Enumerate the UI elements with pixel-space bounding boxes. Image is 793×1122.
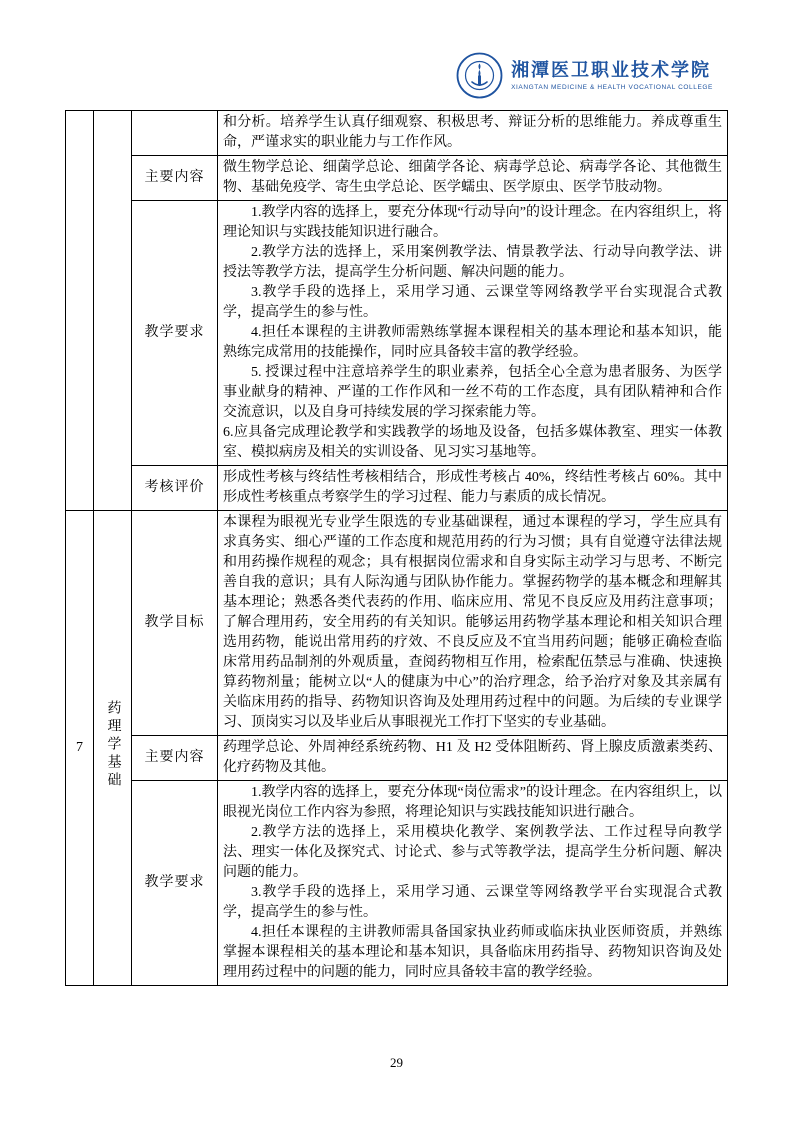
row-content-teaching-requirements xyxy=(218,781,728,986)
course-name-cell xyxy=(94,511,132,986)
paragraph: 本课程为眼视光专业学生限选的专业基础课程，通过本课程的学习，学生应具有求真务实、细心严谨的工作态度和规范用药的行为习惯；具有自觉遵守法律法规和用药操作规程的观念；具有根据岗位需求和自身实际主动学习与思考、不断完善自我的意识；具有人际沟通与团队协作能力。掌握药物学的基本概念和理解其基本理论；熟悉各类代表药的作用、临床应用、常见不良反应及用药注意事项；了解合理用药，安全用药的有关知识。能够运用药物学基本理论和相关知识合理选用药物，能说出常用药的疗效、不良反应及不宜当用药问题；能够正确检查临床常用药品制剂的外观质量，查阅药物相互作用，检索配伍禁忌与准确、快速换算药物剂量；能树立以“人的健康为中心”的治疗理念，给予治疗对象及其亲属有关临床用药的指导、药物知识咨询及处理用药过程中的问题。为后续的专业课学习、顶岗实习以及毕业后从事眼视光工作打下坚实的专业基础。 xyxy=(223,515,722,730)
row-label-main-content: 主要内容 xyxy=(132,156,218,201)
paragraph: 药理学总论、外周神经系统药物、H1 及 H2 受体阻断药、肾上腺皮质激素类药、化疗药物及其他。 xyxy=(223,740,722,775)
paragraph: 1.教学内容的选择上，要充分体现“岗位需求”的设计理念。在内容组织上，以眼视光岗位工作内容为参照，将理论知识与实践技能知识进行融合。 xyxy=(223,785,722,820)
row-label-teaching-requirements: 教学要求 xyxy=(132,201,218,466)
paragraph: 4.担任本课程的主讲教师需具备国家执业药师或临床执业医师资质，并熟练掌握本课程相关的基本理论和基本知识，具备临床用药指导、药物知识咨询及处理用药过程中的问题的能力，同时应具备较丰富的教学经验。 xyxy=(223,925,722,980)
course-name-text: 药理学基础 xyxy=(105,699,121,790)
table-row xyxy=(66,156,728,201)
paragraph: 4.担任本课程的主讲教师需熟练掌握本课程相关的基本理论和基本知识，能熟练完成常用的技能操作，同时应具备较丰富的教学经验。 xyxy=(223,325,722,360)
row-content-main-content xyxy=(218,736,728,781)
paragraph: 3.教学手段的选择上，采用学习通、云课堂等网络教学平台实现混合式教学，提高学生的参与性。 xyxy=(223,285,722,320)
paragraph: 1.教学内容的选择上，要充分体现“行动导向”的设计理念。在内容组织上，将理论知识与实践技能知识进行融合。 xyxy=(223,205,722,240)
row-label-assessment: 考核评价 xyxy=(132,466,218,511)
paragraph: 3.教学手段的选择上，采用学习通、云课堂等网络教学平台实现混合式教学，提高学生的参与性。 xyxy=(223,885,722,920)
paragraph: 和分析。培养学生认真仔细观察、积极思考、辩证分析的思维能力。养成尊重生命，严谨求实的职业能力与工作作风。 xyxy=(223,115,722,150)
college-emblem-icon xyxy=(456,52,503,99)
course-number-cell: 7 xyxy=(66,511,94,986)
course-name-cell xyxy=(94,111,132,511)
row-content-teaching-requirements xyxy=(218,201,728,466)
page-number: 29 xyxy=(390,1055,403,1070)
row-label-main-content: 主要内容 xyxy=(132,736,218,781)
paragraph: 6.应具备完成理论教学和实践教学的场地及设备，包括多媒体教室、理实一体教室、模拟病房及相关的实训设备、见习实习基地等。 xyxy=(223,425,722,460)
paragraph: 微生物学总论、细菌学总论、细菌学各论、病毒学总论、病毒学各论、其他微生物、基础免疫学、寄生虫学总论、医学蠕虫、医学原虫、医学节肢动物。 xyxy=(223,160,722,195)
table-row xyxy=(66,511,728,736)
row-content-assessment xyxy=(218,466,728,511)
row-label-teaching-objectives: 教学目标 xyxy=(132,511,218,736)
table-row xyxy=(66,201,728,466)
college-name-en: XIANGTAN MEDICINE & HEALTH VOCATIONAL COLLEGE xyxy=(511,83,713,91)
row-content-teaching-objectives xyxy=(218,511,728,736)
row-label-continuation xyxy=(132,111,218,156)
row-content-continuation xyxy=(218,111,728,156)
table-row xyxy=(66,781,728,986)
row-content-main-content xyxy=(218,156,728,201)
college-name-block xyxy=(511,59,713,93)
course-number-cell xyxy=(66,111,94,511)
college-logo xyxy=(456,52,713,99)
table-row xyxy=(66,736,728,781)
table-row xyxy=(66,466,728,511)
paragraph: 2.教学方法的选择上，采用案例教学法、情景教学法、行动导向教学法、讲授法等教学方法，提高学生分析问题、解决问题的能力。 xyxy=(223,245,722,280)
table-row xyxy=(66,111,728,156)
paragraph: 形成性考核与终结性考核相结合，形成性考核占 40%，终结性考核占 60%。其中形成性考核重点考察学生的学习过程、能力与素质的成长情况。 xyxy=(223,470,722,505)
college-name-cn: 湘潭医卫职业技术学院 xyxy=(511,59,712,80)
paragraph: 5. 授课过程中注意培养学生的职业素养，包括全心全意为患者服务、为医学事业献身的精神、严谨的工作作风和一丝不苟的工作态度，具有团队精神和合作交流意识，以及自身可持续发展的学习探索能力等。 xyxy=(223,365,722,420)
row-label-teaching-requirements: 教学要求 xyxy=(132,781,218,986)
paragraph: 2.教学方法的选择上，采用模块化教学、案例教学法、工作过程导向教学法、理实一体化及探究式、讨论式、参与式等教学法，提高学生分析问题、解决问题的能力。 xyxy=(223,825,722,880)
course-outline-table xyxy=(65,110,728,986)
